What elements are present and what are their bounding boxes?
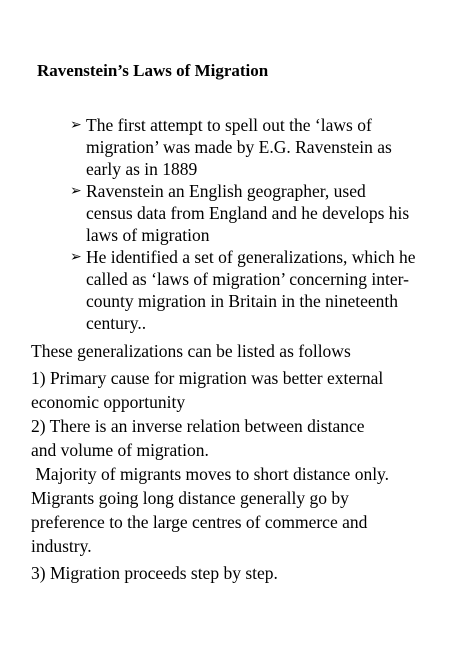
arrow-bullet-icon: ➢ [70, 183, 82, 199]
paragraph-law-2 [31, 414, 451, 462]
text-line: census data from England and he develops his [86, 203, 410, 223]
text-line: preference to the large centres of commerce and [31, 512, 368, 532]
text-line: 1) Primary cause for migration was better external [31, 368, 384, 388]
text-line: early as in 1889 [86, 159, 198, 179]
text-line: Ravenstein an English geographer, used [86, 181, 366, 201]
text-line: migration’ was made by E.G. Ravenstein as [86, 137, 392, 157]
bullet-list [70, 114, 440, 334]
paragraph-intro [31, 339, 451, 363]
text-line: Migrants going long distance generally go by [31, 488, 349, 508]
paragraph-law-1 [31, 366, 451, 414]
text-line: century.. [86, 313, 147, 333]
text-line: laws of migration [86, 225, 210, 245]
paragraph-majority [31, 462, 451, 558]
text-line: called as ‘laws of migration’ concerning inter- [86, 269, 409, 289]
text-line: Majority of migrants moves to short distance only. [31, 464, 390, 484]
text-line: 2) There is an inverse relation between distance [31, 416, 365, 436]
bullet-item [70, 114, 440, 180]
paragraph-law-3 [31, 561, 451, 585]
arrow-bullet-icon: ➢ [70, 117, 82, 133]
text-line: He identified a set of generalizations, which he [86, 247, 416, 267]
text-line: These generalizations can be listed as follows [31, 341, 351, 361]
text-line: and volume of migration. [31, 440, 209, 460]
bullet-item [70, 246, 440, 334]
text-line: 3) Migration proceeds step by step. [31, 563, 278, 583]
text-line: The first attempt to spell out the ‘laws of [86, 115, 372, 135]
document-title: Ravenstein’s Laws of Migration [37, 61, 269, 80]
arrow-bullet-icon: ➢ [70, 249, 82, 265]
text-line: economic opportunity [31, 392, 186, 412]
text-line: industry. [31, 536, 92, 556]
text-line: county migration in Britain in the nineteenth [86, 291, 399, 311]
bullet-item [70, 180, 440, 246]
